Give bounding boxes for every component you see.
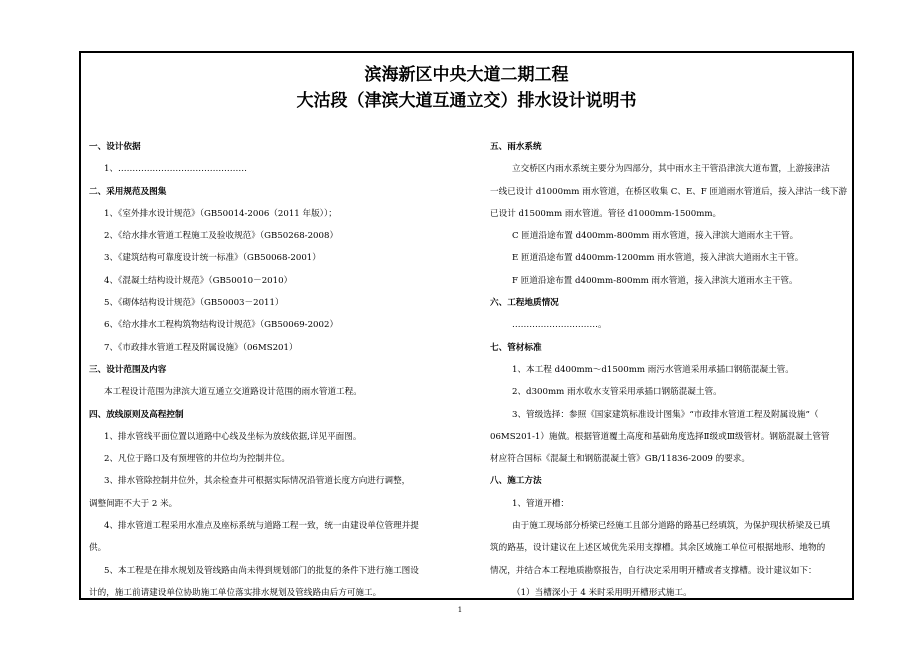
paragraph-continuation: 调整间距不大于 2 米。 [89,498,178,509]
right-column [490,141,846,609]
paragraph-line: 4、排水管道工程采用水准点及座标系统与道路工程一致，统一由建设单位管理并提 [104,521,419,532]
paragraph-line: 1、管道开槽： [512,498,570,509]
section-heading: 七、管材标准 [490,342,542,353]
paragraph-line: 6、《给水排水工程构筑物结构设计规范》（GB50069-2002） [104,320,339,331]
section-heading: 五、雨水系统 [490,142,542,152]
section-heading: 六、工程地质情况 [490,298,559,309]
paragraph-line: 由于施工现场部分桥梁已经施工且部分道路的路基已经填筑，为保护现状桥梁及已填 [512,521,830,532]
paragraph-continuation: 一线已设计 d1000mm 雨水管道，在桥区收集 C、E、F 匝道雨水管道后，接入津沽一线下游 [490,186,848,197]
paragraph-line: 4、《混凝土结构设计规范》（GB50010－2010） [104,275,293,286]
paragraph-line: F 匝道沿途布置 d400mm-800mm 雨水管道，接入津滨大道雨水主干管。 [512,275,798,286]
section-heading: 三、设计范围及内容 [89,364,167,375]
paragraph-line: E 匝道沿途布置 d400mm-1200mm 雨水管道，接入津滨大道雨水主干管。 [512,253,804,264]
paragraph-continuation: 已设计 d1500mm 雨水管道。管径 d1000mm-1500mm。 [490,208,722,219]
document-frame [79,51,854,600]
document-title: 滨海新区中央大道二期工程 [364,65,569,85]
paragraph-line: …………………………。 [512,320,607,331]
section-heading: 一、设计依据 [89,142,141,152]
paragraph-continuation: 供。 [89,543,107,554]
document-subtitle: 大沽段（津滨大道互通立交）排水设计说明书 [296,91,637,111]
section-heading: 四、放线原则及高程控制 [89,409,184,420]
paragraph-line: 3、排水管除控制井位外，其余检查井可根据实际情况沿管道长度方向进行调整， [104,476,411,487]
paragraph-line: 7、《市政排水管道工程及附属设施》（06MS201） [104,342,298,353]
paragraph-line: 5、《砌体结构设计规范》（GB50003－2011） [104,298,284,309]
paragraph-line: 1、排水管线平面位置以道路中心线及坐标为放线依据,详见平面图。 [104,431,362,442]
section-heading: 二、采用规范及图集 [89,186,167,197]
left-column [89,141,459,609]
paragraph-line: 立交桥区内雨水系统主要分为四部分，其中雨水主干管沿津滨大道布置，上游接津沽 [512,164,830,175]
paragraph-continuation: 筑的路基，设计建议在上述区域优先采用支撑槽。其余区域施工单位可根据地形、地物的 [490,543,826,554]
paragraph-continuation: 06MS201-1）施做。根据管道覆土高度和基础角度选择Ⅱ级或Ⅲ级管材。钢筋混凝土管管 [490,431,830,442]
paragraph-line: C 匝道沿途布置 d400mm-800mm 雨水管道，接入津滨大道雨水主干管。 [512,231,799,242]
paragraph-line: 5、本工程是在排水规划及管线路由尚未得到规划部门的批复的条件下进行施工图设 [104,565,419,576]
paragraph-line: （1）当槽深小于 4 米时采用明开槽形式施工。 [512,587,692,598]
paragraph-line: 2、《给水排水管道工程施工及验收规范》（GB50268-2008） [104,231,339,242]
paragraph-continuation: 材应符合国标《混凝土和钢筋混凝土管》GB/11836-2009 的要求。 [490,454,750,465]
paragraph-line: 3、管级选择：参照《国家建筑标准设计图集》“市政排水管道工程及附属设施”（ [512,409,819,420]
paragraph-line: 1、……………………………………… [104,164,247,175]
paragraph-line: 1、本工程 d400mm～d1500mm 雨污水管道采用承插口钢筋混凝土管。 [512,364,794,375]
section-heading: 八、施工方法 [490,476,542,487]
paragraph-line: 2、凡位于路口及有预埋管的井位均为控制井位。 [104,454,290,465]
page-number: 1 [457,606,463,614]
paragraph-line: 1、《室外排水设计规范》（GB50014-2006（2011 年版））； [104,208,337,219]
paragraph-continuation: 情况，并结合本工程地质勘察报告，自行决定采用明开槽或者支撑槽。设计建议如下： [490,565,817,576]
paragraph-line: 本工程设计范围为津滨大道互通立交道路设计范围的雨水管道工程。 [104,387,362,398]
paragraph-line: 2、d300mm 雨水收水支管采用承插口钢筋混凝土管。 [512,387,722,398]
paragraph-line: 3、《建筑结构可靠度设计统一标准》（GB50068-2001） [104,253,321,264]
paragraph-continuation: 计的，施工前请建设单位协助施工单位落实排水规划及管线路由后方可施工。 [89,587,382,598]
